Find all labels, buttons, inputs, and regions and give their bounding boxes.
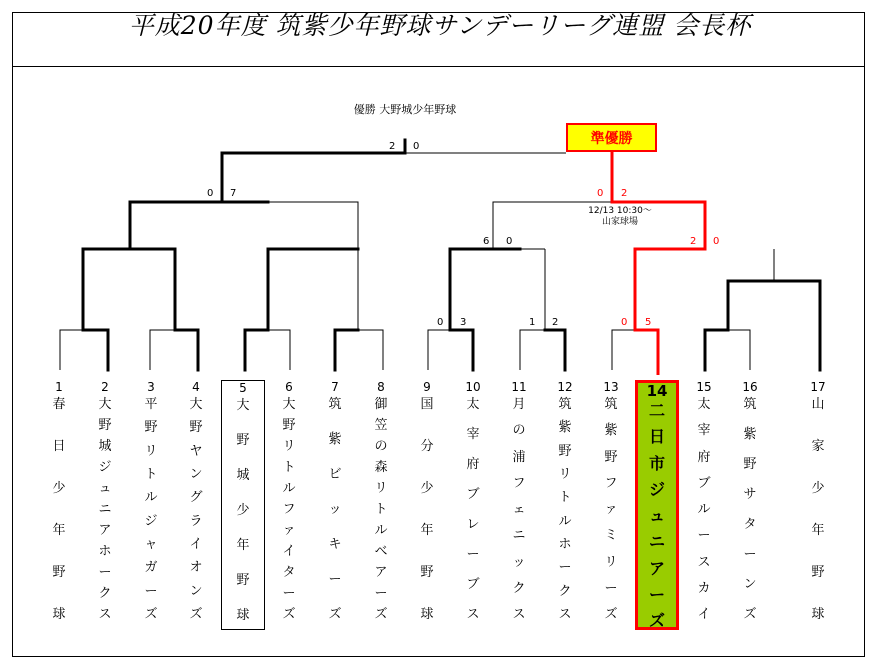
team-name: 月 の 浦 フ ェ ニ ッ ク ス xyxy=(512,397,526,622)
bracket-line xyxy=(428,330,450,370)
team-name: 筑 紫 野 リ ト ル ホ ー ク ス xyxy=(558,397,572,622)
runner-up-line xyxy=(612,152,705,375)
team-slot xyxy=(359,380,403,630)
team-name: 大 野 城 少 年 野 球 xyxy=(236,398,250,623)
score: 7 xyxy=(230,188,237,199)
team-number: 1 xyxy=(55,380,63,394)
team-slot xyxy=(405,380,449,630)
team-slot xyxy=(129,380,173,630)
bracket-line xyxy=(60,330,83,370)
team-slot xyxy=(267,380,311,630)
team-number: 10 xyxy=(465,380,481,394)
team-name: 筑 紫 野 フ ァ ミ リ ー ズ xyxy=(604,397,618,622)
team-name: 平 野 リ ト ル ジ ャ ガ ー ズ xyxy=(144,397,158,622)
team-name: 筑 紫 野 サ タ ー ン ズ xyxy=(743,397,757,622)
score: 0 xyxy=(713,236,720,247)
team-name: 国 分 少 年 野 球 xyxy=(420,397,434,622)
team-name: 山 家 少 年 野 球 xyxy=(811,397,825,622)
winner-line xyxy=(130,202,268,249)
score: 0 xyxy=(437,317,444,328)
match-info xyxy=(570,206,670,228)
winner-line xyxy=(335,330,358,370)
winner-line xyxy=(245,249,358,370)
score: 0 xyxy=(413,141,420,152)
team-name: 大 野 城 ジ ュ ニ ア ホ ー ク ス xyxy=(98,397,112,622)
team-number: 11 xyxy=(511,380,527,394)
team-number: 13 xyxy=(603,380,619,394)
winner-line xyxy=(705,281,728,370)
team-number: 7 xyxy=(331,380,339,394)
team-slot xyxy=(83,380,127,630)
bracket-line xyxy=(612,330,635,370)
team-number: 6 xyxy=(285,380,293,394)
match-date: 12/13 10:30～ xyxy=(588,206,652,216)
team-number: 17 xyxy=(810,380,826,394)
score: 1 xyxy=(529,317,536,328)
team-name: 春 日 少 年 野 球 xyxy=(52,397,66,622)
team-number: 14 xyxy=(646,382,668,400)
score: 2 xyxy=(552,317,559,328)
team-number: 15 xyxy=(696,380,712,394)
score: 3 xyxy=(460,317,467,328)
team-slot xyxy=(37,380,81,630)
team-slot xyxy=(796,380,840,630)
team-number: 8 xyxy=(377,380,385,394)
bracket-line xyxy=(520,330,545,370)
winner-line xyxy=(222,140,405,202)
team-name: 太 宰 府 ブ レ ー ブ ス xyxy=(466,397,480,622)
bracket-line xyxy=(268,202,358,330)
team-number: 2 xyxy=(101,380,109,394)
bracket-line xyxy=(150,330,175,370)
score: 2 xyxy=(389,141,396,152)
winner-line xyxy=(774,281,820,370)
team-slot xyxy=(313,380,357,630)
team-slot xyxy=(635,380,679,630)
score: 0 xyxy=(506,236,513,247)
winner-line xyxy=(175,330,198,370)
runner-up-label: 準優勝 xyxy=(566,123,657,152)
team-number: 3 xyxy=(147,380,155,394)
score: 0 xyxy=(621,317,628,328)
team-name: 二 日 市 ジ ュ ニ ア ー ズ xyxy=(648,401,665,630)
team-slot xyxy=(682,380,726,630)
team-number: 9 xyxy=(423,380,431,394)
bracket-line xyxy=(728,330,750,370)
score: 0 xyxy=(207,188,214,199)
team-number: 5 xyxy=(239,381,247,395)
team-name: 大 野 ヤ ン グ ラ イ オ ン ズ xyxy=(189,397,203,622)
score: 2 xyxy=(621,188,628,199)
team-slot xyxy=(589,380,633,630)
score: 2 xyxy=(690,236,697,247)
page-title: 平成20年度 筑紫少年野球サンデーリーグ連盟 会長杯 xyxy=(128,11,752,40)
team-slot xyxy=(497,380,541,630)
score: 6 xyxy=(483,236,490,247)
team-name: 御 笠 の 森 リ ト ル ベ ア ー ズ xyxy=(374,397,388,622)
score: 0 xyxy=(597,188,604,199)
team-name: 太 宰 府 ブ ル ー ス カ イ xyxy=(697,397,711,622)
team-name: 大 野 リ ト ル フ ァ イ タ ー ズ xyxy=(282,397,296,622)
bracket-line xyxy=(358,330,383,370)
team-slot xyxy=(728,380,772,630)
winner-line xyxy=(450,330,473,370)
team-slot xyxy=(174,380,218,630)
team-number: 16 xyxy=(742,380,758,394)
winner-line xyxy=(545,330,565,370)
winner-label: 優勝 大野城少年野球 xyxy=(353,103,457,116)
team-slot xyxy=(543,380,587,630)
team-number: 4 xyxy=(192,380,200,394)
bracket-line xyxy=(268,330,290,370)
winner-line xyxy=(83,249,175,330)
team-number: 12 xyxy=(557,380,573,394)
match-venue: 山家球場 xyxy=(601,217,638,227)
team-name: 筑 紫 ビ ッ キ ー ズ xyxy=(328,397,342,622)
team-slot xyxy=(451,380,495,630)
team-slot xyxy=(221,380,265,630)
score: 5 xyxy=(645,317,652,328)
